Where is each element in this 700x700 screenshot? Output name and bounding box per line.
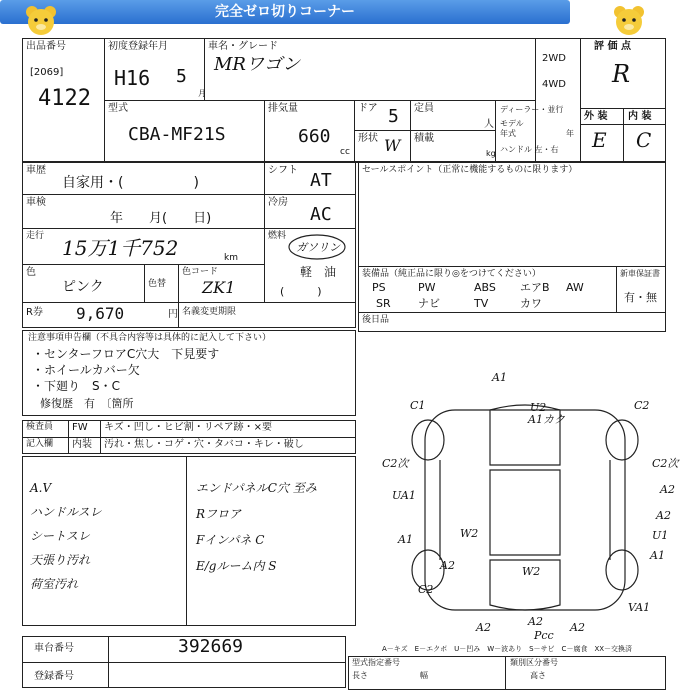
body-value: W	[384, 136, 401, 155]
history-label: 車歴	[26, 165, 46, 176]
grade-value: R	[612, 60, 631, 88]
sales-point-frame	[358, 162, 666, 332]
fuel-circle-icon	[286, 232, 348, 262]
handle-label: ハンドル 左・右	[500, 145, 559, 154]
model-value: CBA-MF21S	[128, 124, 226, 145]
bear-mascot-icon	[612, 4, 646, 38]
history-value: 自家用・( )	[62, 175, 199, 191]
model-year-label: モデル	[500, 119, 524, 128]
remark-detail: E/gルーム内 S	[196, 559, 277, 573]
drive-4wd: 4WD	[542, 79, 566, 90]
note-3: ・下廻り S・C	[32, 379, 120, 393]
diagram-damage-label: A2	[570, 621, 585, 634]
equipment-label: 装備品（純正品に限り◎をつけてください）	[362, 269, 541, 279]
remark-detail: Fインパネ C	[196, 533, 265, 547]
diagram-damage-label: C1	[410, 399, 426, 412]
remark-item: ハンドルスレ	[30, 505, 102, 519]
drive-2wd: 2WD	[542, 53, 566, 64]
int-grade: C	[636, 128, 652, 152]
aircon-value: AC	[310, 204, 332, 225]
equipment-item: TV	[474, 297, 489, 310]
equipment-item: PW	[418, 281, 436, 294]
interior-damage-codes: 汚れ・焦し・コゲ・穴・タバコ・キレ・破し	[104, 439, 304, 450]
length-label: 長さ	[352, 671, 368, 680]
lot-number: 4122	[38, 86, 91, 111]
equipment-item: PS	[372, 281, 386, 294]
fw-label: FW	[72, 422, 88, 433]
first-reg-era: H16	[114, 66, 151, 90]
after-items-label: 後日品	[362, 315, 390, 325]
color-code-value: ZK1	[202, 278, 236, 297]
equipment-item: ABS	[474, 281, 496, 294]
fuel-gas: ガソリン	[296, 241, 340, 254]
recycle-value: 9,670	[76, 304, 125, 323]
remark-detail: エンドパネルC穴 至み	[196, 481, 317, 495]
color-change-label: 色替	[148, 279, 167, 289]
recycle-unit: 円	[168, 309, 178, 320]
body-label: 形状	[358, 133, 378, 144]
entry-label: 記入欄	[26, 439, 54, 449]
diagram-damage-label: A2	[656, 509, 671, 522]
height-label: 高さ	[530, 671, 546, 680]
color-value: ピンク	[62, 279, 104, 295]
diagram-damage-label: A2	[476, 621, 491, 634]
remark-item: 天張り汚れ	[30, 553, 91, 567]
model-label: 型式	[108, 103, 128, 114]
diagram-damage-label: C2次	[382, 457, 409, 470]
name-change-label: 名義変更期限	[182, 307, 237, 317]
note-2: ・ホイールカバー欠	[32, 363, 140, 377]
aircon-label: 冷房	[268, 197, 288, 208]
registration-label: 登録番号	[34, 671, 74, 682]
shift-value: AT	[310, 170, 332, 191]
equipment-item: SR	[376, 297, 391, 310]
cc-unit: cc	[340, 147, 350, 157]
capacity-label: 定員	[414, 103, 434, 114]
category-label: 類別区分番号	[510, 658, 558, 667]
warranty-value: 有・無	[624, 291, 657, 304]
ext-grade: E	[592, 128, 607, 152]
chassis-label: 車台番号	[34, 643, 74, 654]
recycle-label: R券	[26, 307, 43, 318]
sales-point-label: セールスポイント（正常に機能するものに限ります）	[362, 165, 578, 175]
year-label: 年式	[500, 129, 516, 138]
doors-value: 5	[388, 106, 399, 127]
color-code-label: 色コード	[182, 267, 219, 277]
diagram-damage-label: A2	[528, 615, 543, 628]
diagram-damage-label: Pcc	[534, 629, 554, 642]
notes-label: 注意事項申告欄（不具合内容等は具体的に記入して下さい）	[28, 333, 272, 343]
first-reg-label: 初度登録年月	[108, 41, 168, 52]
car-name-value: MRワゴン	[214, 54, 300, 75]
diagram-damage-label: U1	[652, 529, 669, 542]
ext-label: 外 装	[584, 111, 608, 122]
equipment-item: ナビ	[418, 297, 440, 310]
fuel-diesel: 軽 油	[300, 265, 337, 279]
fuel-label: 燃料	[268, 231, 287, 241]
diagram-damage-label: W2	[522, 565, 541, 578]
month-unit: 月	[198, 89, 206, 98]
remark-item: A.V	[30, 481, 52, 495]
lot-code: [2069]	[30, 67, 64, 78]
damage-legend: A－キズ E－エクボ U－凹み W－波あり S－サビ C－腐食 XX－交換済	[382, 645, 633, 653]
equipment-item: AW	[566, 281, 584, 294]
displacement-value: 660	[298, 126, 331, 147]
remark-item: 荷室汚れ	[30, 577, 79, 591]
page-header: 完全ゼロ切りコーナー	[0, 0, 570, 24]
diagram-damage-label: U2	[530, 401, 547, 414]
doors-label: ドア	[358, 103, 378, 114]
load-unit: kg	[486, 149, 496, 158]
km-unit: km	[224, 253, 238, 263]
inspector-label: 検査員	[26, 422, 54, 432]
remark-detail: Rフロア	[196, 507, 242, 521]
remark-item: シートスレ	[30, 529, 90, 543]
diagram-damage-label: C2	[634, 399, 650, 412]
exterior-damage-codes: キズ・凹し・ヒビ割・リペア跡・×要	[104, 422, 272, 433]
diagram-damage-label: W2	[460, 527, 479, 540]
mileage-label: 走行	[26, 231, 45, 241]
diagram-damage-label: C2	[418, 583, 434, 596]
diagram-damage-label: A1	[398, 533, 413, 546]
diagram-damage-label: A1カク	[528, 413, 565, 426]
dealer-label: ディーラー・並行	[500, 105, 564, 114]
bear-mascot-icon	[24, 4, 58, 38]
capacity-unit: 人	[484, 119, 494, 130]
mileage-value: 15万1千752	[62, 236, 179, 260]
note-1: ・センターフロアC穴大 下見要す	[32, 347, 220, 361]
fuel-other: ( )	[280, 285, 322, 298]
model-designation-label: 型式指定番号	[352, 658, 400, 667]
warranty-label: 新車保証書	[620, 269, 660, 278]
lot-label: 出品番号	[26, 41, 66, 52]
diagram-damage-label: A1	[650, 549, 665, 562]
year-unit: 年	[566, 129, 574, 138]
width-label: 幅	[420, 671, 428, 680]
shift-label: シフト	[268, 165, 298, 176]
diagram-damage-label: A1	[492, 371, 507, 384]
diagram-damage-label: VA1	[628, 601, 651, 614]
car-name-label: 車名・グレード	[208, 41, 278, 52]
interior-label: 内装	[72, 439, 92, 450]
diagram-damage-label: UA1	[392, 489, 416, 502]
diagram-damage-label: A2	[660, 483, 675, 496]
repair-history: 修復歴 有 〔箇所	[40, 397, 134, 410]
chassis-value: 392669	[178, 636, 244, 657]
displacement-label: 排気量	[268, 103, 298, 114]
load-label: 積載	[414, 133, 434, 144]
shaken-value: 年 月( 日)	[110, 211, 212, 226]
equipment-item: エアB	[520, 281, 550, 294]
color-label: 色	[26, 267, 36, 278]
diagram-damage-label: A2	[440, 559, 455, 572]
int-label: 内 装	[628, 111, 652, 122]
shaken-label: 車検	[26, 197, 46, 208]
diagram-damage-label: C2次	[652, 457, 679, 470]
grade-label: 評 価 点	[594, 41, 631, 52]
equipment-item: カワ	[520, 297, 542, 310]
first-reg-month: 5	[176, 66, 187, 87]
